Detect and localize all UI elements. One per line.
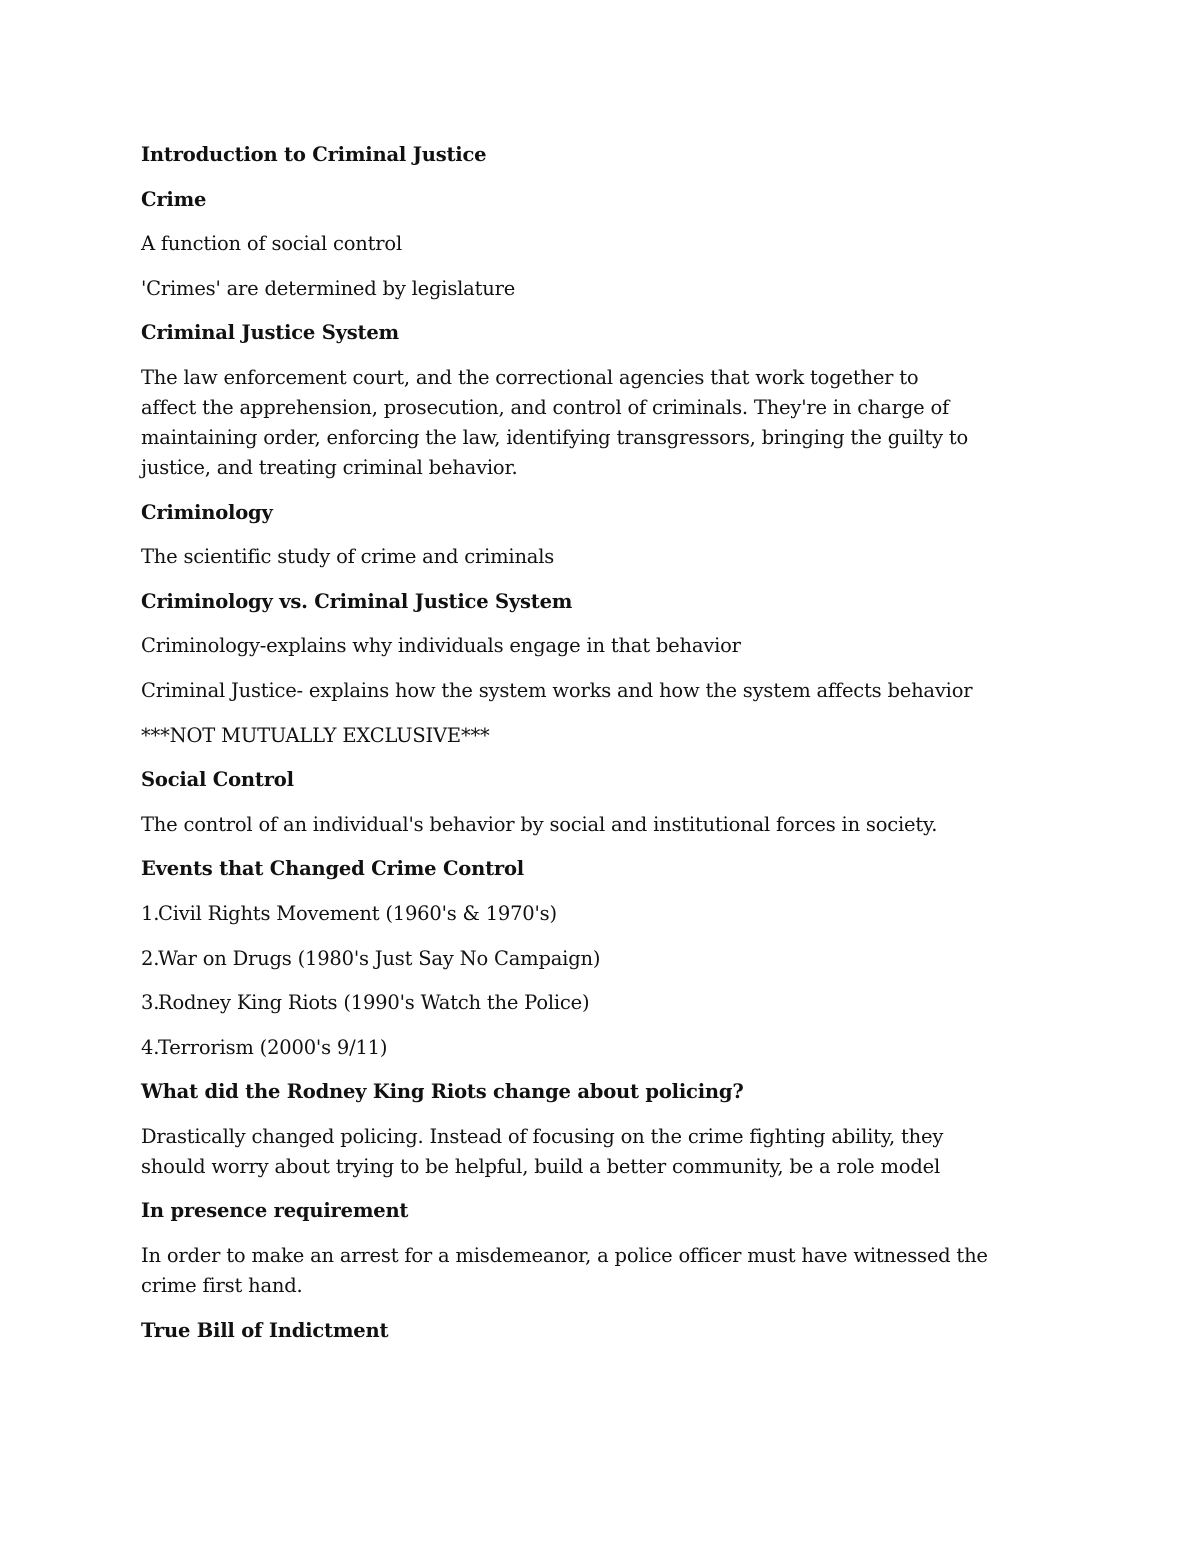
section-heading-crime: Crime: [141, 187, 207, 211]
section-heading-true-bill: True Bill of Indictment: [141, 1318, 389, 1342]
list-item: [141, 1033, 1041, 1063]
list-item: [141, 944, 1041, 974]
list-item: [141, 899, 1041, 929]
cjs-body: The law enforcement court, and the correctional agencies that work together to affect the apprehension, prosecution, and control of criminals. They're in charge of maintaining order, enforcing the law, identifying transgressors, bringing the guilty to justice, and treating criminal behavior.: [141, 365, 969, 479]
section-heading-events: Events that Changed Crime Control: [141, 857, 524, 881]
list-item: [141, 988, 1041, 1018]
section-heading-rodney: What did the Rodney King Riots change about policing?: [141, 1080, 744, 1104]
presence-body: In order to make an arrest for a misdemeanor, a police officer must have witnessed the crime first hand.: [141, 1244, 988, 1298]
crime-line-2: 'Crimes' are determined by legislature: [141, 276, 516, 300]
list-item-number: 4.: [141, 1035, 160, 1059]
list-item-number: 1.: [141, 901, 160, 925]
list-item-number: 2.: [141, 946, 160, 970]
list-item-text: Rodney King Riots (1990's Watch the Police): [158, 991, 590, 1015]
document-title: Introduction to Criminal Justice: [141, 143, 487, 166]
section-heading-criminology: Criminology: [141, 500, 273, 524]
vs-line-1: Criminology-explains why individuals engage in that behavior: [141, 634, 741, 658]
criminology-body: The scientific study of crime and criminals: [141, 545, 555, 569]
list-item-text: War on Drugs (1980's Just Say No Campaign): [158, 946, 601, 970]
vs-line-2: Criminal Justice- explains how the system works and how the system affects behavior: [141, 678, 973, 702]
crime-line-1: A function of social control: [141, 232, 402, 256]
section-heading-presence: In presence requirement: [141, 1199, 409, 1223]
list-item-text: Civil Rights Movement (1960's & 1970's): [158, 901, 557, 925]
vs-line-3: ***NOT MUTUALLY EXCLUSIVE***: [141, 723, 490, 747]
list-item-number: 3.: [141, 991, 160, 1015]
rodney-body: Drastically changed policing. Instead of focusing on the crime fighting ability, they should worry about trying to be helpful, build a better community, be a role model: [141, 1124, 944, 1178]
section-heading-vs: Criminology vs. Criminal Justice System: [141, 589, 573, 613]
social-control-body: The control of an individual's behavior by social and institutional forces in society.: [141, 812, 938, 836]
section-heading-cjs: Criminal Justice System: [141, 321, 399, 345]
list-item-text: Terrorism (2000's 9/11): [158, 1035, 388, 1059]
document-page: [141, 140, 1041, 1360]
section-heading-social-control: Social Control: [141, 768, 294, 792]
